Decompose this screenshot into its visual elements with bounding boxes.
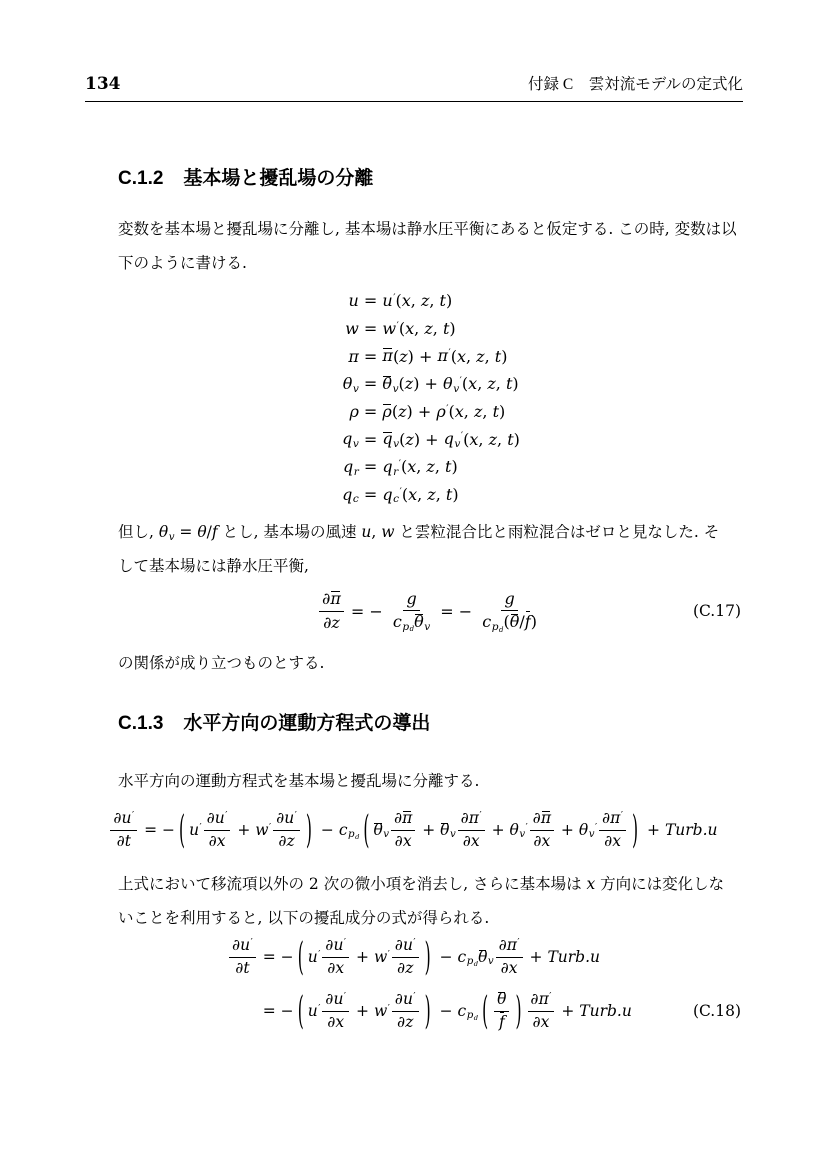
equation-number-c18: (C.18)	[692, 1002, 741, 1020]
equation-number-c17: (C.17)	[692, 602, 741, 620]
paragraph-line: 上式において移流項以外の 2 次の微小項を消去し, さらに基本場は x 方向には変化しな	[118, 875, 725, 893]
section-title: 水平方向の運動方程式の導出	[183, 713, 431, 734]
eq-lhs: π	[348, 346, 359, 366]
eq-lhs: ∂ u′ ∂ t	[227, 936, 258, 978]
paragraph-simplify	[118, 867, 744, 935]
paragraph-line: して基本場には静水圧平衡,	[118, 557, 309, 575]
eq-rhs: = w′ ( x , z , t )	[358, 318, 456, 339]
eq-lhs: qv	[342, 429, 359, 450]
eq-rhs: = qc′ ( x , z , t )	[358, 484, 459, 506]
paragraph-line: の関係が成り立つものとする.	[118, 654, 325, 672]
paragraph-intro	[118, 212, 744, 280]
paragraph-line: 変数を基本場と擾乱場に分離し, 基本場は静水圧平衡にあると仮定する. この時, 変数は以	[118, 220, 737, 238]
equation-c17	[118, 582, 741, 640]
equation-c18	[118, 930, 741, 1038]
eq-lhs: θv	[342, 373, 359, 395]
equation-c17-body: ∂ π ∂ z = − g cpd θv = − g cpd ( θ / f )	[317, 589, 542, 634]
paragraph-basicstate	[118, 515, 744, 583]
paragraph-horizontal-intro	[118, 764, 744, 798]
equation-block-variables	[18, 287, 826, 509]
equation-horizontal-body: ∂ u′ ∂ t = − ( u′ ∂ u′ ∂ x + w′ ∂ u′ ∂ z ) − cpd ( θv ∂ π ∂ x + θv ∂ π′ ∂ x + θv′ ∂ π ∂ x + θv′ ∂ π′ ∂ x ) + Turb.u	[108, 809, 717, 851]
eq-rhs: = qr′ ( x , z , t )	[358, 456, 458, 478]
paragraph-line: 下のように書ける.	[118, 254, 247, 272]
paragraph-line: 但し, θv = θ/f とし, 基本場の風速 u, w と雲粒混合比と雨粒混合はゼロと見なした. そ	[118, 523, 720, 543]
eq-rhs: = − ( u′ ∂ u′ ∂ x + w′ ∂ u′ ∂ z ) − cpd ( $\frac{\theta}{f}$ ) ∂ π′ ∂ x + Turb.u	[257, 988, 632, 1034]
eq-rhs: = u′ ( x , z , t )	[358, 290, 453, 311]
section-number: C.1.2	[118, 168, 164, 189]
eq-rhs: = qv ( z ) + qv′ ( x , z , t )	[358, 429, 520, 450]
paragraph-line: 水平方向の運動方程式を基本場と擾乱場に分離する.	[118, 772, 480, 790]
eq-rhs: = θv ( z ) + θv′ ( x , z , t )	[358, 373, 519, 395]
section-heading-c12	[118, 163, 373, 190]
eq-rhs: = ρ ( z ) + ρ′ ( x , z , t )	[358, 401, 506, 422]
page-number: 134	[85, 74, 121, 94]
page-header	[85, 72, 743, 102]
equation-horizontal-momentum	[40, 797, 786, 863]
section-title: 基本場と擾乱場の分離	[183, 168, 374, 189]
eq-lhs: qc	[342, 484, 359, 506]
eq-lhs: u	[348, 291, 359, 311]
paragraph-relation	[118, 646, 744, 680]
running-head: 付録 C 雲対流モデルの定式化	[528, 76, 743, 93]
equation-c18-wrap	[118, 930, 741, 1038]
paragraph-line: いことを利用すると, 以下の擾乱成分の式が得られる.	[118, 909, 490, 927]
eq-lhs: qr	[343, 456, 359, 478]
section-number: C.1.3	[118, 713, 164, 734]
eq-lhs: ρ	[349, 402, 359, 422]
eq-lhs: w	[345, 319, 359, 339]
eq-rhs: = π ( z ) + π′ ( x , z , t )	[358, 346, 508, 366]
eq-rhs: = − ( u′ ∂ u′ ∂ x + w′ ∂ u′ ∂ z ) − cpd θv ∂ π′ ∂ x + Turb.u	[257, 934, 600, 980]
section-heading-c13	[118, 708, 430, 735]
